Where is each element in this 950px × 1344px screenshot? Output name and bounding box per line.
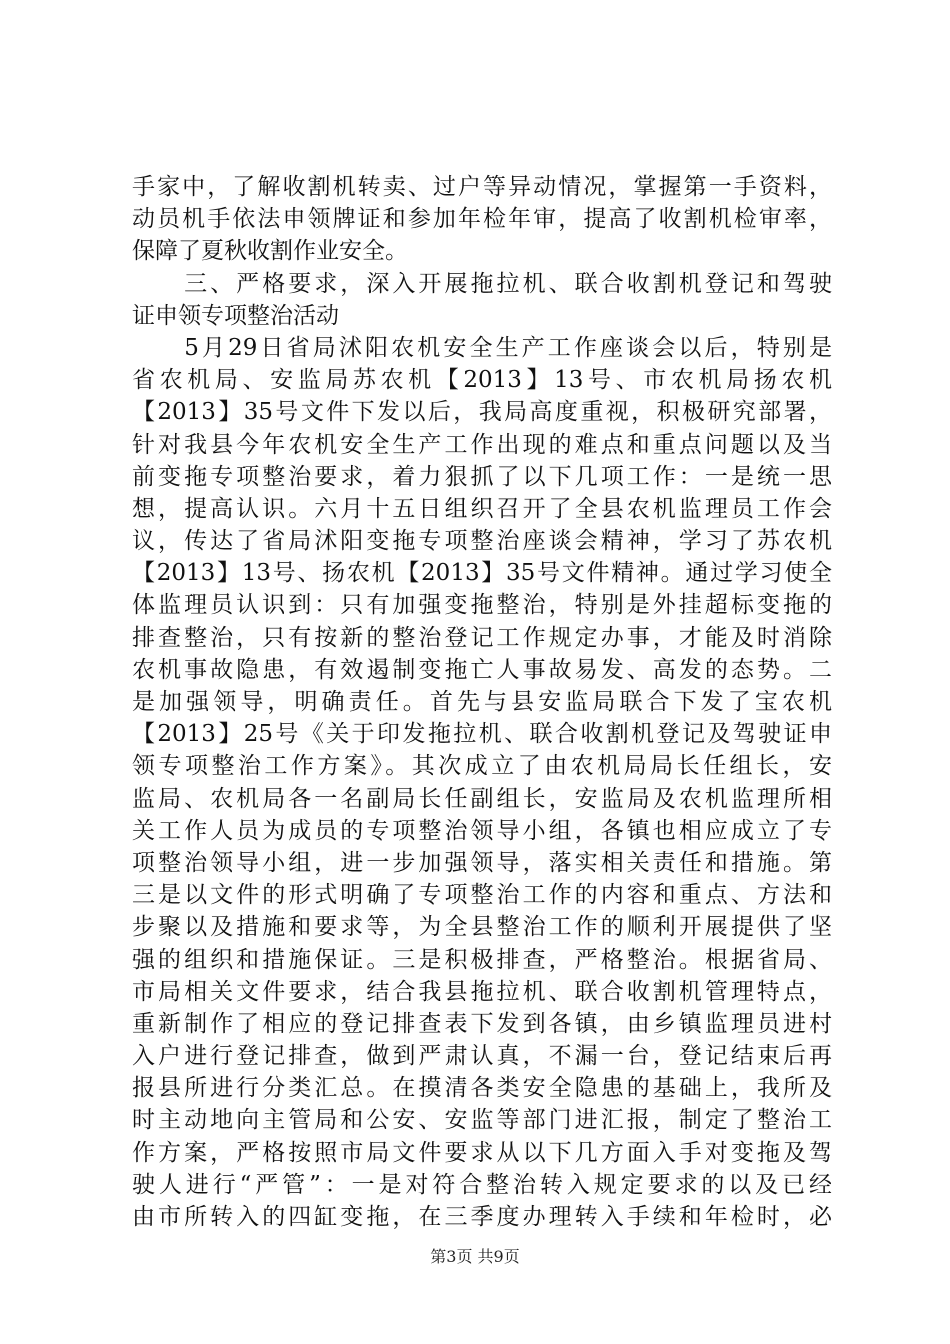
- text-line: 强的组织和措施保证。三是积极排查，严格整治。根据省局、: [132, 946, 832, 973]
- text-line: 监局、农机局各一名副局长任副组长，安监局及农机监理所相: [132, 785, 832, 812]
- body-text: [132, 171, 832, 1233]
- text-line: 三是以文件的形式明确了专项整治工作的内容和重点、方法和: [132, 882, 832, 909]
- text-line: 时主动地向主管局和公安、安监等部门进汇报，制定了整治工: [132, 1107, 832, 1134]
- text-line: 【2013】13号、扬农机【2013】35号文件精神。通过学习使全: [132, 560, 832, 587]
- text-line: 领专项整治工作方案》。其次成立了由农机局局长任组长，安: [132, 753, 832, 780]
- text-line: 步聚以及措施和要求等，为全县整治工作的顺利开展提供了坚: [132, 914, 832, 941]
- text-line: 农机事故隐患，有效遏制变拖亡人事故易发、高发的态势。二: [132, 656, 832, 683]
- text-line: 手家中，了解收割机转卖、过户等异动情况，掌握第一手资料，: [132, 174, 832, 200]
- text-line: 三、严格要求，深入开展拖拉机、联合收割机登记和驾驶: [132, 270, 832, 297]
- text-line: 议，传达了省局沭阳变拖专项整治座谈会精神，学习了苏农机: [132, 528, 832, 555]
- text-line: 针对我县今年农机安全生产工作出现的难点和重点问题以及当: [132, 431, 832, 458]
- text-line: 作方案，严格按照市局文件要求从以下几方面入手对变拖及驾: [132, 1139, 832, 1166]
- text-line: 想，提高认识。六月十五日组织召开了全县农机监理员工作会: [132, 495, 832, 522]
- text-line: 项整治领导小组，进一步加强领导，落实相关责任和措施。第: [132, 849, 832, 876]
- text-line: 由市所转入的四缸变拖，在三季度办理转入手续和年检时，必: [132, 1204, 832, 1230]
- text-line: 5月29日省局沭阳农机安全生产工作座谈会以后，特别是: [132, 334, 832, 361]
- text-line: 证申领专项整治活动: [132, 302, 339, 329]
- text-line: 重新制作了相应的登记排查表下发到各镇，由乡镇监理员进村: [132, 1010, 832, 1037]
- text-line: 关工作人员为成员的专项整治领导小组，各镇也相应成立了专: [132, 817, 832, 844]
- text-line: 体监理员认识到：只有加强变拖整治，特别是外挂超标变拖的: [132, 592, 832, 619]
- text-line: 动员机手依法申领牌证和参加年检年审，提高了收割机检审率，: [132, 206, 832, 233]
- text-line: 是加强领导，明确责任。首先与县安监局联合下发了宝农机: [132, 689, 832, 715]
- text-line: 省农机局、安监局苏农机【2013】13号、市农机局扬农机: [132, 367, 832, 394]
- text-line: 市局相关文件要求，结合我县拖拉机、联合收割机管理特点，: [132, 978, 832, 1005]
- text-line: 驶人进行“严管”：一是对符合整治转入规定要求的以及已经: [132, 1171, 832, 1198]
- text-line: 前变拖专项整治要求，着力狠抓了以下几项工作：一是统一思: [132, 463, 832, 490]
- text-line: 报县所进行分类汇总。在摸清各类安全隐患的基础上，我所及: [132, 1075, 832, 1102]
- text-line: 【2013】35号文件下发以后，我局高度重视，积极研究部署，: [132, 399, 832, 426]
- text-line: 【2013】25号《关于印发拖拉机、联合收割机登记及驾驶证申: [132, 721, 832, 748]
- text-line: 入户进行登记排查，做到严肃认真，不漏一台，登记结束后再: [132, 1043, 832, 1070]
- text-line: 保障了夏秋收割作业安全。: [132, 238, 408, 265]
- text-line: 排查整治，只有按新的整治登记工作规定办事，才能及时消除: [132, 624, 832, 651]
- page-footer: 第3页 共9页: [430, 1247, 520, 1266]
